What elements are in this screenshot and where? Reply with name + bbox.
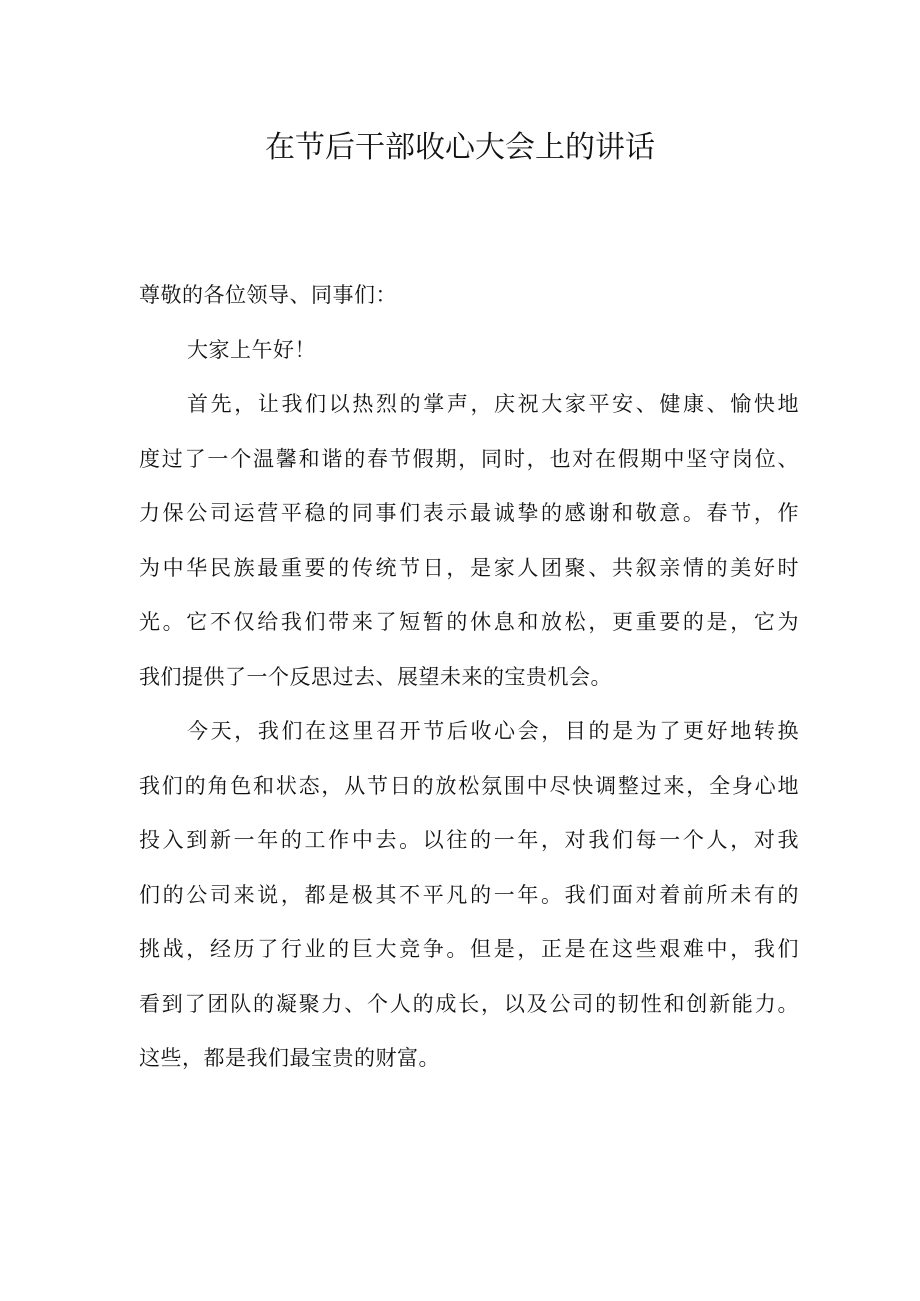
paragraph-line: 看到了团队的凝聚力、个人的成长，以及公司的韧性和创新能力。: [139, 991, 799, 1016]
paragraph-line: 我们的角色和状态，从节日的放松氛围中尽快调整过来，全身心地: [139, 773, 799, 798]
paragraph-line: 们的公司来说，都是极其不平凡的一年。我们面对着前所未有的: [139, 882, 799, 907]
salutation-line: 尊敬的各位领导、同事们：: [139, 283, 397, 307]
paragraph-line: 我们提供了一个反思过去、展望未来的宝贵机会。: [139, 664, 612, 689]
paragraph-line: 投入到新一年的工作中去。以往的一年，对我们每一个人，对我: [139, 828, 799, 852]
document-title: 在节后干部收心大会上的讲话: [265, 130, 655, 165]
greeting-line: 大家上午好！: [187, 337, 316, 362]
paragraph-line: 这些，都是我们最宝贵的财富。: [139, 1046, 440, 1070]
paragraph-line: 为中华民族最重要的传统节日，是家人团聚、共叙亲情的美好时: [139, 555, 799, 580]
paragraph-line: 今天，我们在这里召开节后收心会，目的是为了更好地转换: [187, 719, 799, 743]
paragraph-line: 度过了一个温馨和谐的春节假期，同时，也对在假期中坚守岗位、: [139, 446, 799, 471]
document-body: [139, 268, 799, 1086]
paragraph-line: 光。它不仅给我们带来了短暂的休息和放松，更重要的是，它为: [139, 610, 799, 634]
paragraph-line: 首先，让我们以热烈的掌声，庆祝大家平安、健康、愉快地: [187, 392, 799, 416]
paragraph-line: 力保公司运营平稳的同事们表示最诚挚的感谢和敬意。春节，作: [139, 501, 799, 525]
paragraph-line: 挑战，经历了行业的巨大竞争。但是，正是在这些艰难中，我们: [139, 937, 799, 961]
